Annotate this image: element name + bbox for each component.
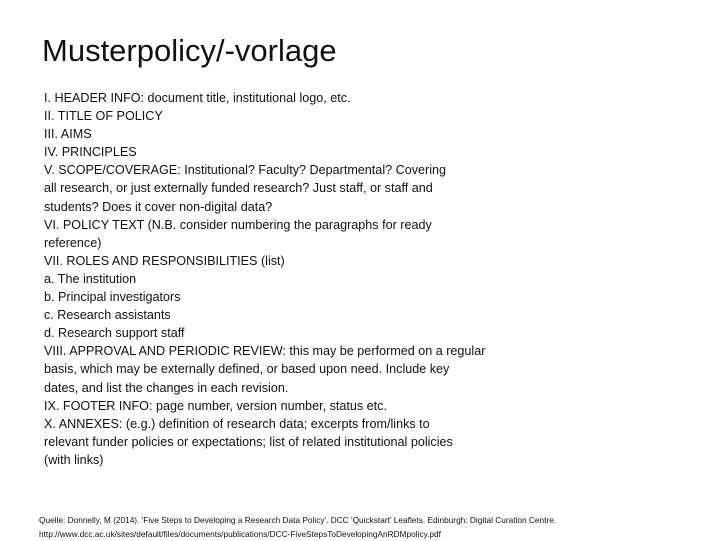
- source-citation: [39, 513, 699, 541]
- outline-line: VII. ROLES AND RESPONSIBILITIES (list): [44, 253, 285, 268]
- slide-title: Musterpolicy/-vorlage: [42, 33, 337, 68]
- outline-line: (with links): [44, 452, 104, 467]
- outline-line: X. ANNEXES: (e.g.) definition of research data; excerpts from/links to: [44, 416, 430, 431]
- outline-line: c. Research assistants: [44, 308, 171, 323]
- outline-line: reference): [44, 235, 102, 250]
- outline-line: b. Principal investigators: [44, 290, 181, 305]
- outline-line: IV. PRINCIPLES: [44, 145, 137, 160]
- outline-line: a. The institution: [44, 271, 137, 286]
- outline-line: basis, which may be externally defined, or based upon need. Include key: [44, 362, 450, 377]
- outline-line: II. TITLE OF POLICY: [44, 109, 163, 124]
- outline-line: III. AIMS: [44, 127, 92, 142]
- outline-line: VIII. APPROVAL AND PERIODIC REVIEW: this may be performed on a regular: [44, 344, 486, 359]
- citation-url: http://www.dcc.ac.uk/sites/default/files/documents/publications/DCC-FiveStepsToDevelopingAnRDMpolicy.pdf: [39, 529, 441, 539]
- outline-line: relevant funder policies or expectations; list of related institutional policies: [44, 434, 453, 449]
- outline-line: IX. FOOTER INFO: page number, version number, status etc.: [44, 398, 387, 413]
- policy-outline: [44, 89, 514, 469]
- outline-line: I. HEADER INFO: document title, institutional logo, etc.: [44, 91, 351, 105]
- outline-line: students? Does it cover non-digital data?: [44, 199, 273, 214]
- outline-line: all research, or just externally funded research? Just staff, or staff and: [44, 181, 433, 196]
- outline-line: dates, and list the changes in each revision.: [44, 380, 289, 395]
- outline-line: V. SCOPE/COVERAGE: Institutional? Faculty? Departmental? Covering: [44, 163, 447, 178]
- outline-line: VI. POLICY TEXT (N.B. consider numbering the paragraphs for ready: [44, 217, 432, 232]
- citation-text: Quelle: Donnelly, M (2014). 'Five Steps to Developing a Research Data Policy'. DCC 'Quickstart' Leaflets. Edinburgh: Digital Curation Centre.: [39, 515, 557, 525]
- outline-line: d. Research support staff: [44, 326, 185, 341]
